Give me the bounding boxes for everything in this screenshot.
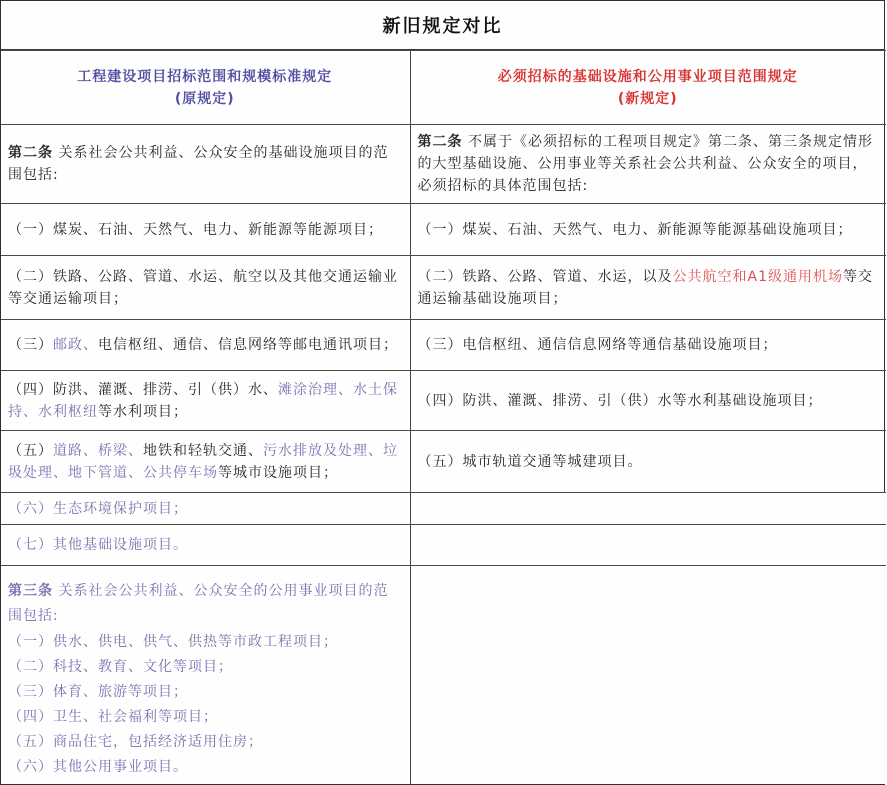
new-item6-empty-cell: [410, 493, 886, 525]
old-item5-removed-text-1: 道路、桥梁、: [53, 442, 143, 459]
old-article3-label: 第三条: [8, 583, 53, 599]
old-regulation-header: [1, 51, 410, 125]
old-item1-text: （一）煤炭、石油、天然气、电力、新能源等能源项目；: [8, 221, 383, 238]
old-item3-removed-text: 邮政、: [53, 337, 98, 353]
header-row: [1, 51, 886, 125]
old-item3-post: 电信枢纽、通信、信息网络等邮电通讯项目；: [98, 337, 398, 353]
old-item2-text: （二）铁路、公路、管道、水运、航空以及其他交通运输业等交通运输项目；: [8, 268, 398, 307]
old-article3-item: （六）其他公用事业项目。: [8, 759, 188, 775]
old-article3-cell: [1, 566, 410, 785]
title-band: [1, 1, 884, 50]
old-item5-post: 等城市设施项目；: [218, 464, 338, 481]
table-row-item4: [1, 371, 886, 431]
old-item5-cell: [1, 431, 410, 493]
new-item2-pre: （二）铁路、公路、管道、水运，以及: [417, 268, 673, 285]
old-item4-removed-text: 滩涂治理、水土保持、水利枢纽: [8, 381, 398, 420]
old-article2-label: 第二条: [8, 145, 53, 161]
new-item2-post: 等交通运输基础设施项目；: [417, 268, 873, 307]
old-item4-cell: [1, 371, 410, 431]
new-item5-text: （五）城市轨道交通等城建项目。: [417, 453, 643, 470]
old-item7-text: （七）其他基础设施项目。: [8, 537, 188, 553]
old-item1-cell: [1, 204, 410, 256]
new-item5-cell: [410, 431, 886, 493]
old-article3-item: （三）体育、旅游等项目；: [8, 684, 188, 700]
old-item3-cell: [1, 320, 410, 371]
old-item5-pre: （五）: [8, 442, 53, 459]
new-item4-text: （四）防洪、灌溉、排涝、引（供）水等水利基础设施项目；: [417, 392, 823, 409]
old-item3-pre: （三）: [8, 337, 53, 353]
new-article3-empty-cell: [410, 566, 886, 785]
new-item2-added-text: 公共航空和A1级通用机场: [672, 268, 843, 285]
table-row-item5: [1, 431, 886, 493]
old-item4-post: 等水利项目；: [98, 403, 188, 420]
table-row-item6: [1, 493, 886, 525]
new-header-title: 必须招标的基础设施和公用事业项目范围规定: [497, 68, 798, 85]
old-article3-item: （五）商品住宅，包括经济适用住房；: [8, 734, 263, 750]
new-item1-text: （一）煤炭、石油、天然气、电力、新能源等能源基础设施项目；: [417, 221, 853, 238]
old-header-title: 工程建设项目招标范围和规模标准规定: [77, 68, 333, 85]
new-article2-intro-cell: [410, 125, 886, 204]
old-item4-pre: （四）防洪、灌溉、排涝、引（供）水、: [8, 381, 278, 398]
old-item6-text: （六）生态环境保护项目；: [8, 500, 188, 517]
comparison-table: [1, 50, 886, 784]
old-item2-cell: [1, 256, 410, 320]
new-item1-cell: [410, 204, 886, 256]
new-item7-empty-cell: [410, 525, 886, 566]
new-item3-text: （三）电信枢纽、通信信息网络等通信基础设施项目；: [417, 337, 778, 353]
new-article2-text: 不属于《必须招标的工程项目规定》第二条、第三条规定情形的大型基础设施、公用事业等关系社会公共利益、公众安全的项目，必须招标的具体范围包括:: [417, 134, 873, 194]
old-article2-intro-cell: [1, 125, 410, 204]
table-row-item1: [1, 204, 886, 256]
new-item4-cell: [410, 371, 886, 431]
table-row-article2-intro: [1, 125, 886, 204]
old-article3-intro: [8, 579, 402, 629]
old-item5-removed-text-2: 污水排放及处理、垃圾处理、地下管道、公共停车场: [8, 442, 398, 481]
old-article3-item: （一）供水、供电、供气、供热等市政工程项目；: [8, 634, 338, 650]
old-item7-cell: [1, 525, 410, 566]
old-article2-text: 关系社会公共利益、公众安全的基础设施项目的范围包括:: [8, 145, 389, 183]
new-article2-label: 第二条: [417, 134, 463, 150]
new-header-subtitle: (新规定): [617, 90, 678, 107]
old-header-subtitle: (原规定): [174, 90, 235, 107]
table-row-item3: [1, 320, 886, 371]
old-article3-intro-text: 关系社会公共利益、公众安全的公用事业项目的范围包括:: [8, 583, 389, 624]
table-row-item7: [1, 525, 886, 566]
new-item2-cell: [410, 256, 886, 320]
table-row-item2: [1, 256, 886, 320]
page-title: 新旧规定对比: [382, 16, 503, 37]
new-regulation-header: [410, 51, 886, 125]
old-article3-item: （二）科技、教育、文化等项目；: [8, 659, 233, 675]
old-article3-item: （四）卫生、社会福利等项目；: [8, 709, 218, 725]
new-item3-cell: [410, 320, 886, 371]
old-item6-cell: [1, 493, 410, 525]
table-row-article3: [1, 566, 886, 785]
old-item5-mid: 地铁和轻轨交通、: [143, 442, 263, 459]
